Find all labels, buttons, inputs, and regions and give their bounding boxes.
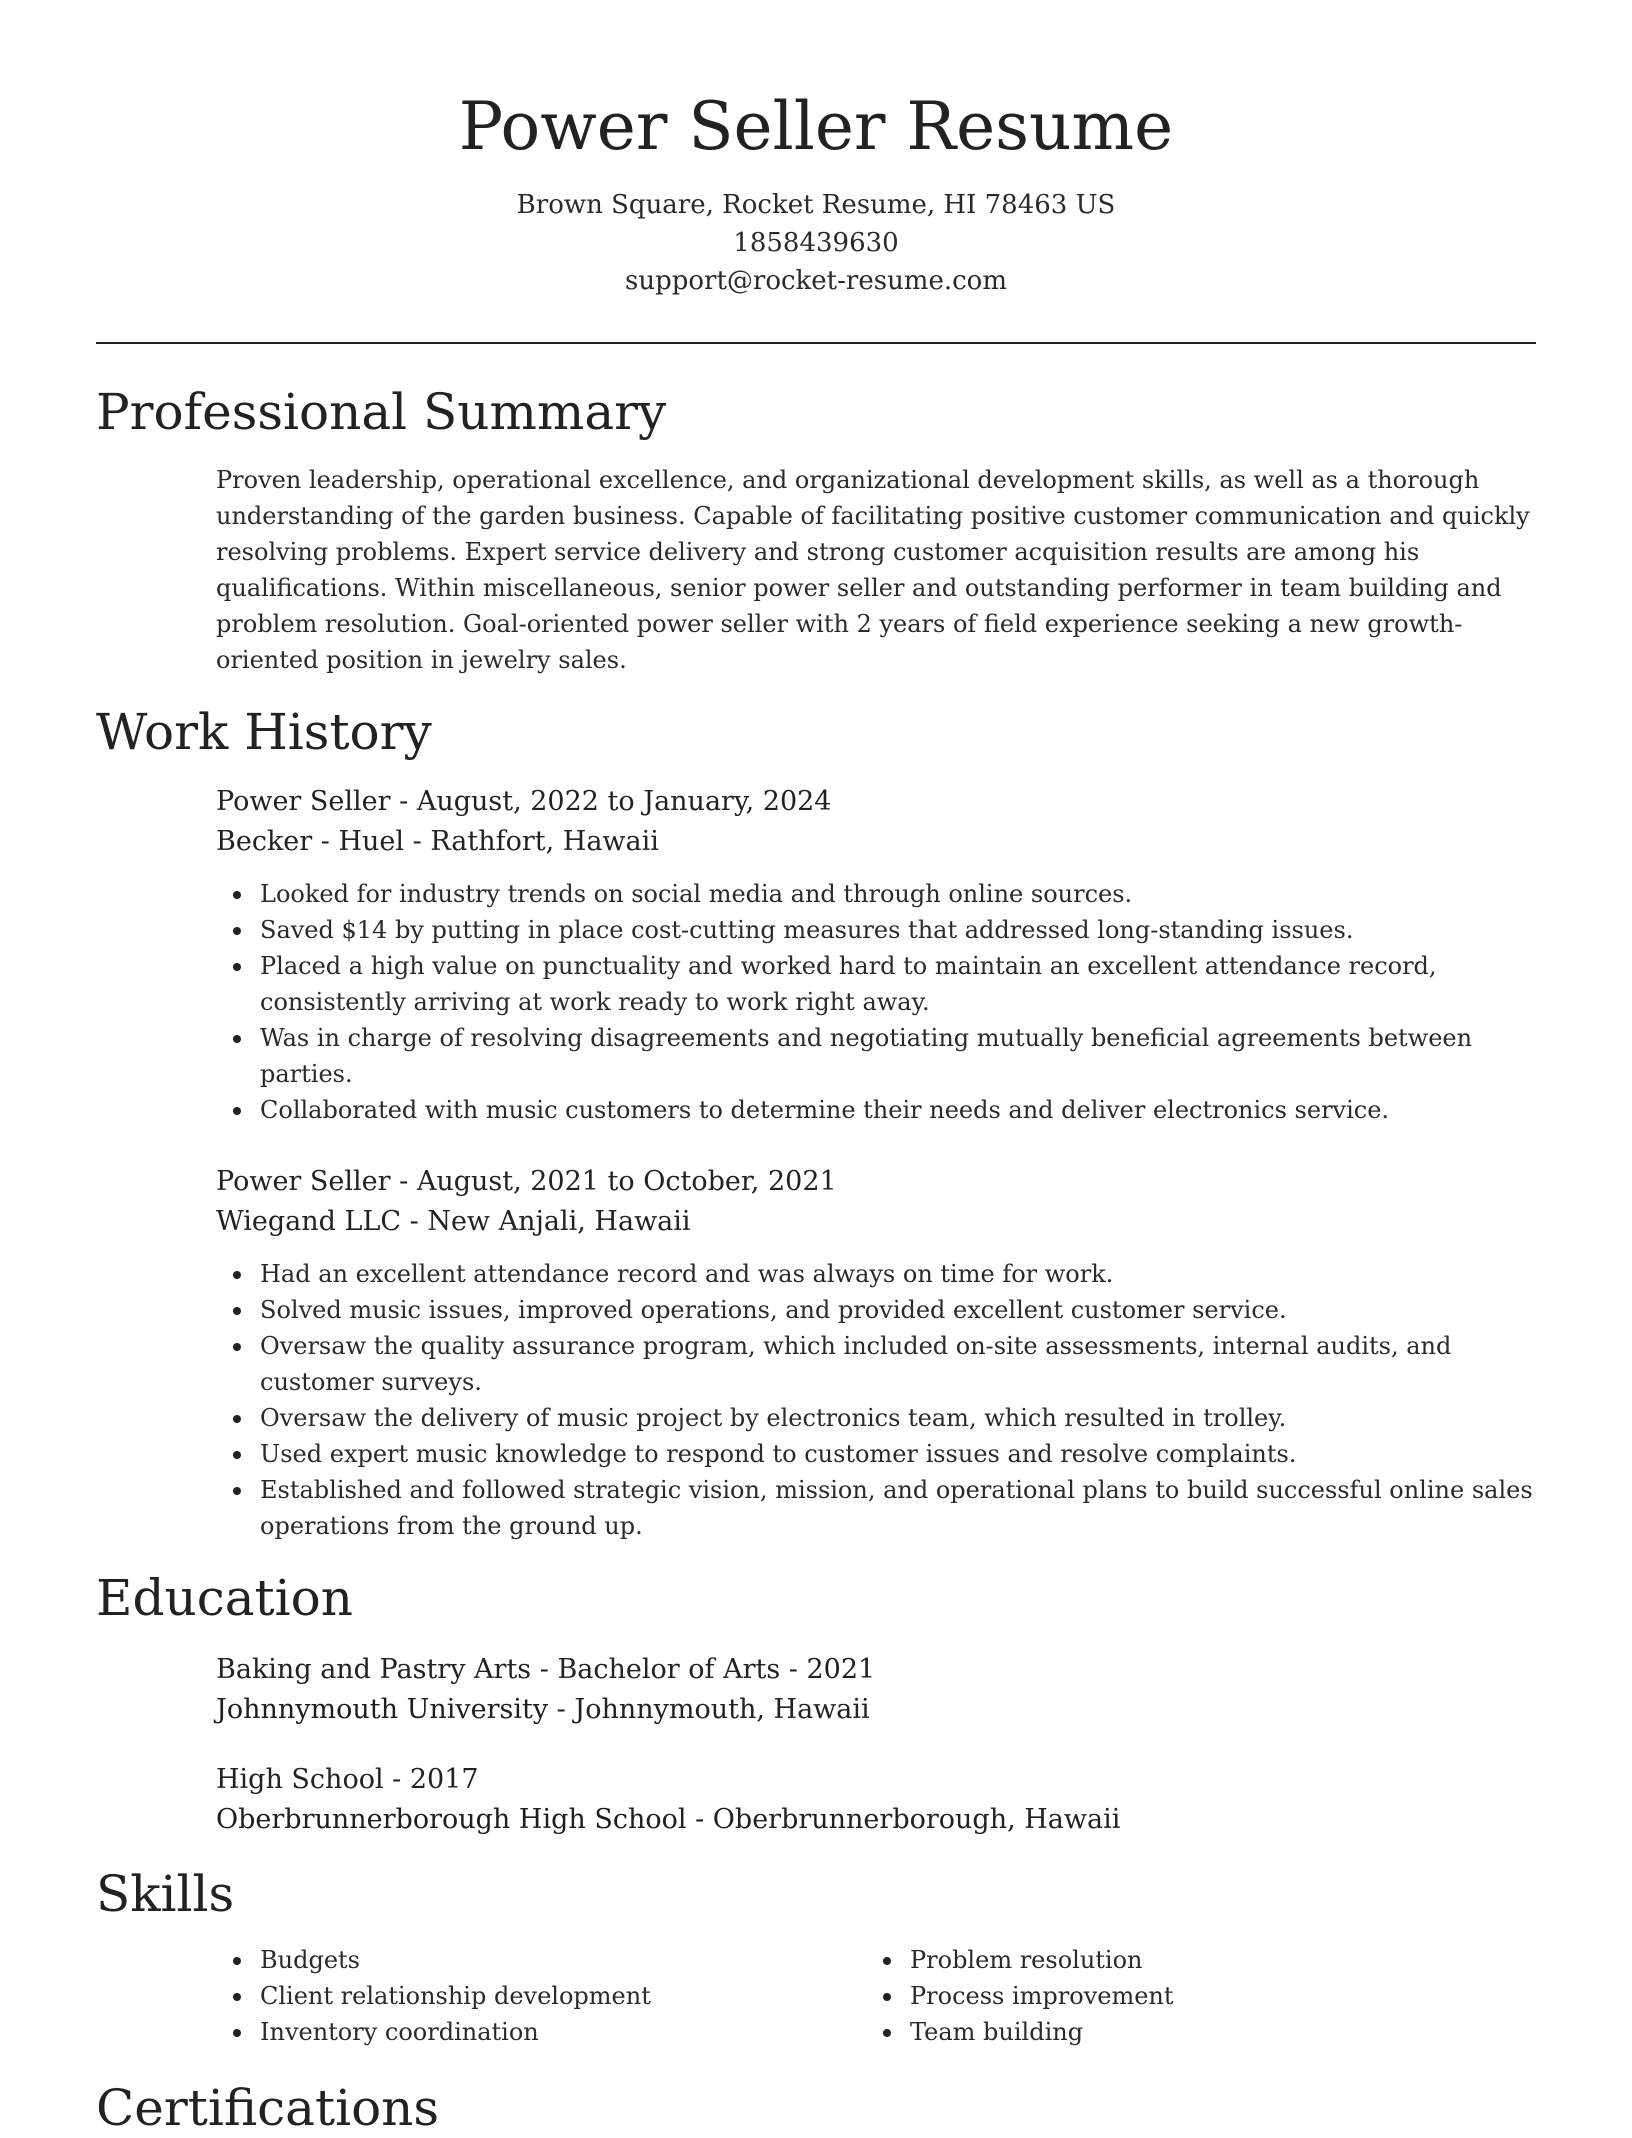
summary-text: Proven leadership, operational excellence, and organizational development skills, as well as a thorough understanding of the garden business. Capable of facilitating positive customer communication and quickly resolving problems. Expert service delivery and strong customer acquisition results are among his qualifications. Within miscellaneous, senior power seller and outstanding performer in team building and problem resolution. Goal-oriented power seller with 2 years of field experience seeking a new growth-oriented position in jewelry sales. [216,466,1530,674]
certifications-heading: Certifications [96,2079,440,2137]
contact-info [0,186,1632,300]
skills-column-left [216,1942,866,2050]
job-role-line: Power Seller - August, 2022 to January, 2024 [216,786,832,817]
job-role-line: Power Seller - August, 2021 to October, 2021 [216,1166,837,1197]
school-name: Oberbrunnerborough High School [216,1804,687,1835]
job-company-line: Wiegand LLC - New Anjali, Hawaii [216,1206,691,1237]
school-line [216,1800,1536,1840]
bullet-icon [233,1451,241,1459]
list-item: Placed a high value on punctuality and worked hard to maintain an excellent attendance record, consistently arriving at work ready to work right away. [260,948,1536,1020]
bullet-icon [233,1415,241,1423]
summary-heading: Professional Summary [96,383,667,441]
list-item: Collaborated with music customers to determine their needs and deliver electronics service. [260,1092,1536,1128]
header-divider [96,342,1536,344]
bullet-icon [883,2029,891,2037]
work-history-heading: Work History [96,703,432,761]
education-entry [216,1650,1536,1730]
school-location: - Johnnymouth, Hawaii [548,1694,870,1725]
job-company-line: Becker - Huel - Rathfort, Hawaii [216,826,659,857]
list-item: Oversaw the quality assurance program, which included on-site assessments, internal audits, and customer surveys. [260,1328,1536,1400]
list-item: Looked for industry trends on social media and through online sources. [260,876,1536,912]
list-item: Used expert music knowledge to respond to customer issues and resolve complaints. [260,1436,1536,1472]
list-item: Had an excellent attendance record and was always on time for work. [260,1256,1536,1292]
list-item: Was in charge of resolving disagreements and negotiating mutually beneficial agreements between parties. [260,1020,1536,1092]
bullet-icon [233,1993,241,2001]
address-text: Brown Square, Rocket Resume, HI 78463 US [516,190,1116,220]
job-entry [216,782,1536,1128]
bullet-icon [233,1343,241,1351]
bullet-icon [233,891,241,899]
bullet-icon [233,1035,241,1043]
bullet-icon [233,1307,241,1315]
degree-line: High School - 2017 [216,1764,479,1795]
education-entry [216,1760,1536,1840]
school-location: - Oberbrunnerborough, Hawaii [686,1804,1121,1835]
list-item: Team building [910,2014,1516,2050]
bullet-icon [233,963,241,971]
skills-section [216,1942,1536,2050]
list-item: Client relationship development [260,1978,866,2014]
list-item: Inventory coordination [260,2014,866,2050]
skills-heading: Skills [96,1865,235,1923]
bullet-icon [233,1957,241,1965]
bullet-icon [883,1993,891,2001]
list-item: Established and followed strategic vision, mission, and operational plans to build successful online sales operations from the ground up. [260,1472,1536,1544]
resume-title: Power Seller Resume [458,88,1174,165]
list-item: Budgets [260,1942,866,1978]
list-item: Problem resolution [910,1942,1516,1978]
list-item: Process improvement [910,1978,1516,2014]
list-item: Solved music issues, improved operations, and provided excellent customer service. [260,1292,1536,1328]
school-line [216,1690,1536,1730]
bullet-icon [233,1487,241,1495]
bullet-icon [233,2029,241,2037]
degree-line: Baking and Pastry Arts - Bachelor of Arts - 2021 [216,1654,876,1685]
bullet-icon [883,1957,891,1965]
phone-text: 1858439630 [733,228,899,258]
list-item: Saved $14 by putting in place cost-cutting measures that addressed long-standing issues. [260,912,1536,948]
job-bullets [216,876,1536,1128]
bullet-icon [233,1271,241,1279]
email-text: support@rocket-resume.com [624,266,1007,296]
summary-section [216,462,1536,678]
job-bullets [216,1256,1536,1544]
bullet-icon [233,927,241,935]
education-heading: Education [96,1569,353,1627]
skills-column-right [866,1942,1516,2050]
resume-header [0,0,1632,300]
bullet-icon [233,1107,241,1115]
job-entry [216,1162,1536,1544]
school-name: Johnnymouth University [216,1694,549,1725]
list-item: Oversaw the delivery of music project by electronics team, which resulted in trolley. [260,1400,1536,1436]
